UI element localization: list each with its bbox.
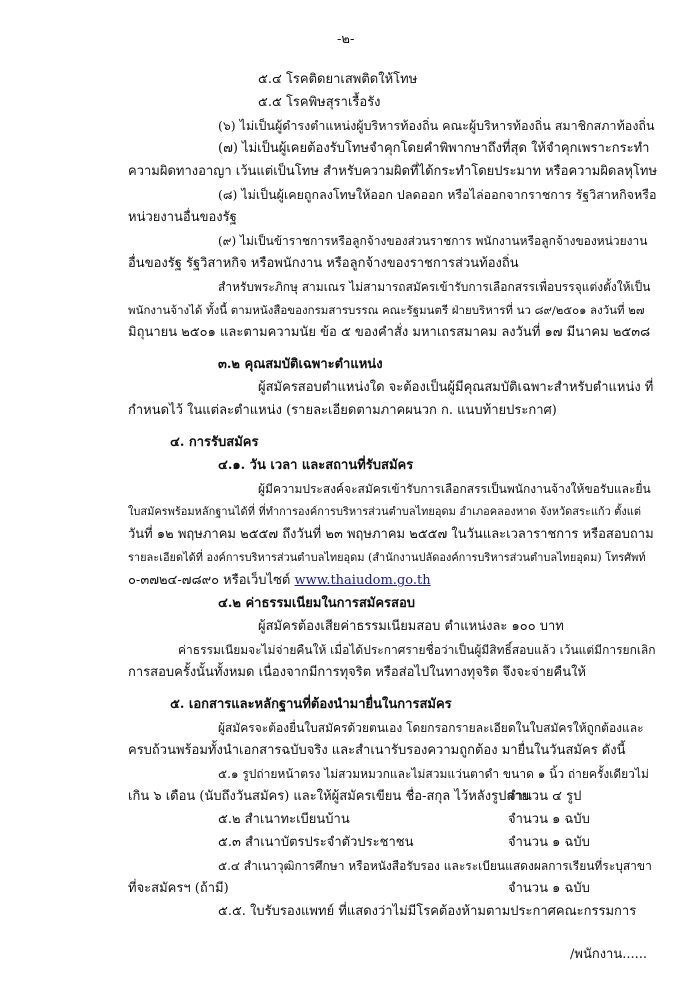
quantity-text: จำนวน ๑ ฉบับ bbox=[508, 835, 590, 850]
section-heading: ๔. การรับสมัคร bbox=[170, 435, 259, 450]
text-line: การสอบครั้งนั้นทั้งหมด เนื่องจากมีการทุจริต หรือส่อไปในทางทุจริต จึงจะจ่ายคืนให้ bbox=[128, 665, 587, 680]
text-line: อื่นของรัฐ รัฐวิสาหกิจ หรือพนักงาน หรือลูกจ้างของราชการส่วนท้องถิ่น bbox=[128, 256, 519, 271]
text-line: ๕.๔ สำเนาวุฒิการศึกษา หรือหนังสือรับรอง และระเบียนแสดงผลการเรียนที่ระบุสาขา bbox=[218, 859, 652, 873]
text-line: หน่วยงานอื่นของรัฐ bbox=[128, 210, 237, 225]
text-line: เกิน ๖ เดือน (นับถึงวันสมัคร) และให้ผู้สมัครเขียน ชื่อ-สกุล ไว้หลังรูปถ่าย bbox=[128, 789, 530, 804]
text-line: ผู้สมัครสอบตำแหน่งใด จะต้องเป็นผู้มีคุณสมบัติเฉพาะสำหรับตำแหน่ง ที่ bbox=[258, 380, 654, 395]
quantity-text: จำนวน ๑ ฉบับ bbox=[508, 881, 590, 896]
text-line: ผู้มีความประสงค์จะสมัครเข้ารับการเลือกสรรเป็นพนักงานจ้างให้ขอรับและยื่น bbox=[258, 482, 651, 496]
text-line: ๕.๓ สำเนาบัตรประจำตัวประชาชน bbox=[218, 835, 414, 850]
text-line: ๕.๕. ใบรับรองแพทย์ ที่แสดงว่าไม่มีโรคต้องห้ามตามประกาศคณะกรรมการ bbox=[218, 904, 637, 919]
text-line: ที่จะสมัครฯ (ถ้ามี) bbox=[128, 881, 229, 896]
text-line: (๘) ไม่เป็นผู้เคยถูกลงโทษให้ออก ปลดออก หรือไล่ออกจากราชการ รัฐวิสาหกิจหรือ bbox=[218, 187, 657, 202]
text-line: (๗) ไม่เป็นผู้เคยต้องรับโทษจำคุกโดยคำพิพากษาถึงที่สุด ให้จำคุกเพราะกระทำ bbox=[218, 141, 650, 156]
text-line: กำหนดไว้ ในแต่ละตำแหน่ง (รายละเอียดตามภาคผนวก ก. แนบท้ายประกาศ) bbox=[128, 403, 557, 418]
text-line: สำหรับพระภิกษุ สามเณร ไม่สามารถสมัครเข้ารับการเลือกสรรเพื่อบรรจุแต่งตั้งให้เป็น bbox=[218, 280, 651, 294]
text-line: ผู้สมัครจะต้องยื่นใบสมัครด้วยตนเอง โดยกรอกรายละเอียดในใบสมัครให้ถูกต้องและ bbox=[218, 721, 644, 735]
text-line: ใบสมัครพร้อมหลักฐานได้ที่ ที่ทำการองค์การบริหารส่วนตำบลไทยอุดม อำเภอคลองหาด จังหวัดสระแก้ว ตั้งแต่ bbox=[128, 505, 641, 518]
text-line: ครบถ้วนพร้อมทั้งนำเอกสารฉบับจริง และสำเนารับรองความถูกต้อง มายื่นในวันสมัคร ดังนี้ bbox=[128, 743, 626, 758]
text-line: ความผิดทางอาญา เว้นแต่เป็นโทษ สำหรับความผิดที่ได้กระทำโดยประมาท หรือความผิดลหุโทษ bbox=[128, 164, 658, 179]
text-line: ๕.๒ สำเนาทะเบียนบ้าน bbox=[218, 812, 350, 827]
text-line: (๖) ไม่เป็นผู้ดำรงตำแหน่งผู้บริหารท้องถิ่น คณะผู้บริหารท้องถิ่น สมาชิกสภาท้องถิ่น bbox=[218, 118, 655, 133]
text-line: รายละเอียดได้ที่ องค์การบริหารส่วนตำบลไทยอุดม (สำนักงานปลัดองค์การบริหารส่วนตำบลไทยอุดม) โทรศัพท์ bbox=[128, 551, 646, 564]
subsection-heading: ๔.๒ ค่าธรรมเนียมในการสมัครสอบ bbox=[218, 596, 416, 611]
text-line: ค่าธรรมเนียมจะไม่จ่ายคืนให้ เมื่อได้ประกาศรายชื่อว่าเป็นผู้มีสิทธิ์สอบแล้ว เว้นแต่มีการยกเลิก bbox=[178, 643, 656, 657]
text-line: ๕.๕ โรคพิษสุราเรื้อรัง bbox=[258, 95, 381, 110]
text-line: พนักงานจ้างได้ ทั้งนี้ ตามหนังสือของกรมสารบรรณ คณะรัฐมนตรี ฝ่ายบริหารที่ นว ๘๙/๒๕๐๑ ลงวันที่ ๒๗ bbox=[128, 303, 645, 317]
website-link[interactable]: www.thaiudom.go.th bbox=[294, 573, 431, 588]
text-line: ๕.๔ โรคติดยาเสพติดให้โทษ bbox=[258, 72, 418, 87]
section-heading: ๕. เอกสารและหลักฐานที่ต้องนำมายื่นในการสมัคร bbox=[170, 697, 452, 712]
quantity-text: จำนวน ๔ รูป bbox=[508, 789, 582, 804]
text-line: ๕.๑ รูปถ่ายหน้าตรง ไม่สวมหมวกและไม่สวมแว่นตาดำ ขนาด ๑ นิ้ว ถ่ายครั้งเดียวไม่ bbox=[218, 767, 649, 781]
section-heading: ๓.๒ คุณสมบัติเฉพาะตำแหน่ง bbox=[218, 357, 383, 372]
page-number: -๒- bbox=[337, 32, 355, 47]
text-line: ผู้สมัครต้องเสียค่าธรรมเนียมสอบ ตำแหน่งละ ๑๐๐ บาท bbox=[258, 619, 564, 634]
text-line bbox=[128, 571, 431, 591]
quantity-text: จำนวน ๑ ฉบับ bbox=[508, 812, 590, 827]
page-footer-continuation: /พนักงาน...... bbox=[570, 947, 648, 962]
text-line: มิถุนายน ๒๕๐๑ และตามความนัย ข้อ ๕ ของคำสั่ง มหาเถรสมาคม ลงวันที่ ๑๗ มีนาคม ๒๕๓๘ bbox=[128, 325, 651, 340]
text-line: (๙) ไม่เป็นข้าราชการหรือลูกจ้างของส่วนราชการ พนักงานหรือลูกจ้างของหน่วยงาน bbox=[218, 234, 648, 248]
text-line: วันที่ ๑๒ พฤษภาคม ๒๕๕๗ ถึงวันที่ ๒๓ พฤษภาคม ๒๕๕๗ ในวันและเวลาราชการ หรือสอบถาม bbox=[128, 527, 654, 542]
phone-text: ๐-๓๗๒๔-๗๘๙๐ หรือเว็บไซต์ bbox=[128, 573, 291, 588]
subsection-heading: ๔.๑. วัน เวลา และสถานที่รับสมัคร bbox=[218, 458, 414, 473]
